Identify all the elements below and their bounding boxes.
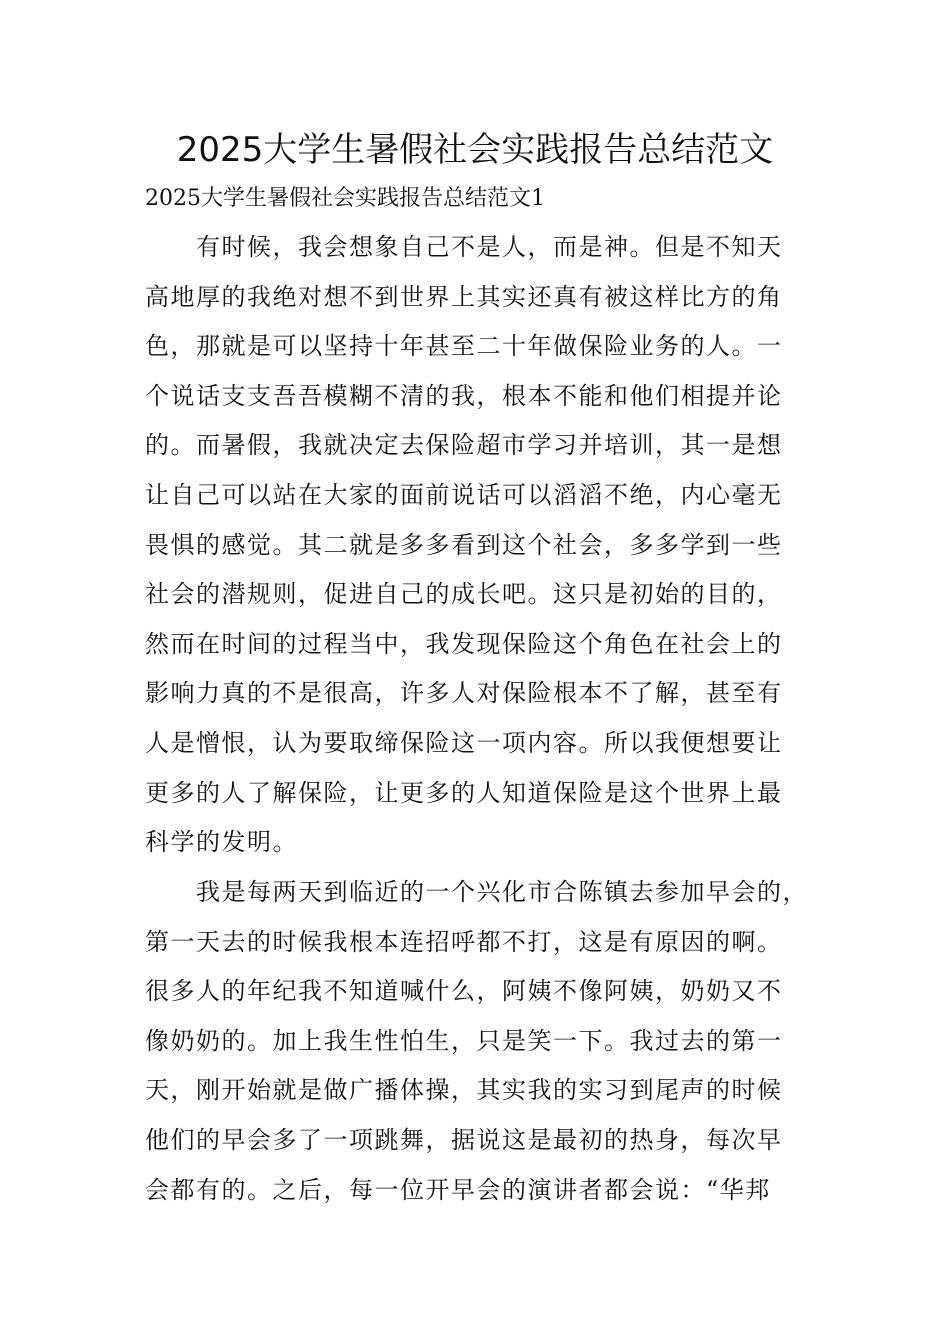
paragraph-line: 社会的潜规则，促进自己的成长吧。这只是初始的目的， — [145, 580, 783, 609]
paragraph-line: 色，那就是可以坚持十年甚至二十年做保险业务的人。一 — [145, 332, 783, 361]
paragraph-line: 第一天去的时候我根本连招呼都不打，这是有原因的啊。 — [145, 927, 783, 956]
paragraph-line: 很多人的年纪我不知道喊什么，阿姨不像阿姨，奶奶又不 — [145, 977, 783, 1006]
paragraph-line: 他们的早会多了一项跳舞，据说这是最初的热身，每次早 — [145, 1125, 783, 1154]
paragraph-line: 会都有的。之后，每一位开早会的演讲者都会说：“华邦 — [145, 1175, 771, 1204]
section-heading: 2025大学生暑假社会实践报告总结范文1 — [145, 186, 545, 211]
paragraph-line: 科学的发明。 — [145, 828, 298, 857]
paragraph-line: 让自己可以站在大家的面前说话可以滔滔不绝，内心毫无 — [145, 480, 783, 509]
paragraph-line: 天，刚开始就是做广播体操，其实我的实习到尾声的时候 — [145, 1076, 783, 1105]
paragraph-line: 然而在时间的过程当中，我发现保险这个角色在社会上的 — [145, 629, 783, 658]
paragraph-line: 有时候，我会想象自己不是人，而是神。但是不知天 — [145, 233, 783, 261]
paragraph-line: 高地厚的我绝对想不到世界上其实还真有被这样比方的角 — [145, 282, 783, 311]
paragraph-line: 畏惧的感觉。其二就是多多看到这个社会，多多学到一些 — [145, 530, 783, 559]
paragraph-line: 的。而暑假，我就决定去保险超市学习并培训，其一是想 — [145, 431, 783, 460]
paragraph-line: 更多的人了解保险，让更多的人知道保险是这个世界上最 — [145, 778, 783, 807]
paragraph-2 — [145, 868, 825, 1215]
paragraph-line: 个说话支支吾吾模糊不清的我，根本不能和他们相提并论 — [145, 381, 783, 410]
paragraph-1 — [145, 223, 825, 868]
paragraph-line: 像奶奶的。加上我生性怕生，只是笑一下。我过去的第一 — [145, 1026, 783, 1055]
document-title: 2025大学生暑假社会实践报告总结范文 — [176, 130, 774, 170]
paragraph-line: 我是每两天到临近的一个兴化市合陈镇去参加早会的， — [145, 878, 808, 906]
paragraph-line: 人是憎恨，认为要取缔保险这一项内容。所以我便想要让 — [145, 728, 783, 757]
paragraph-line: 影响力真的不是很高，许多人对保险根本不了解，甚至有 — [145, 679, 783, 708]
